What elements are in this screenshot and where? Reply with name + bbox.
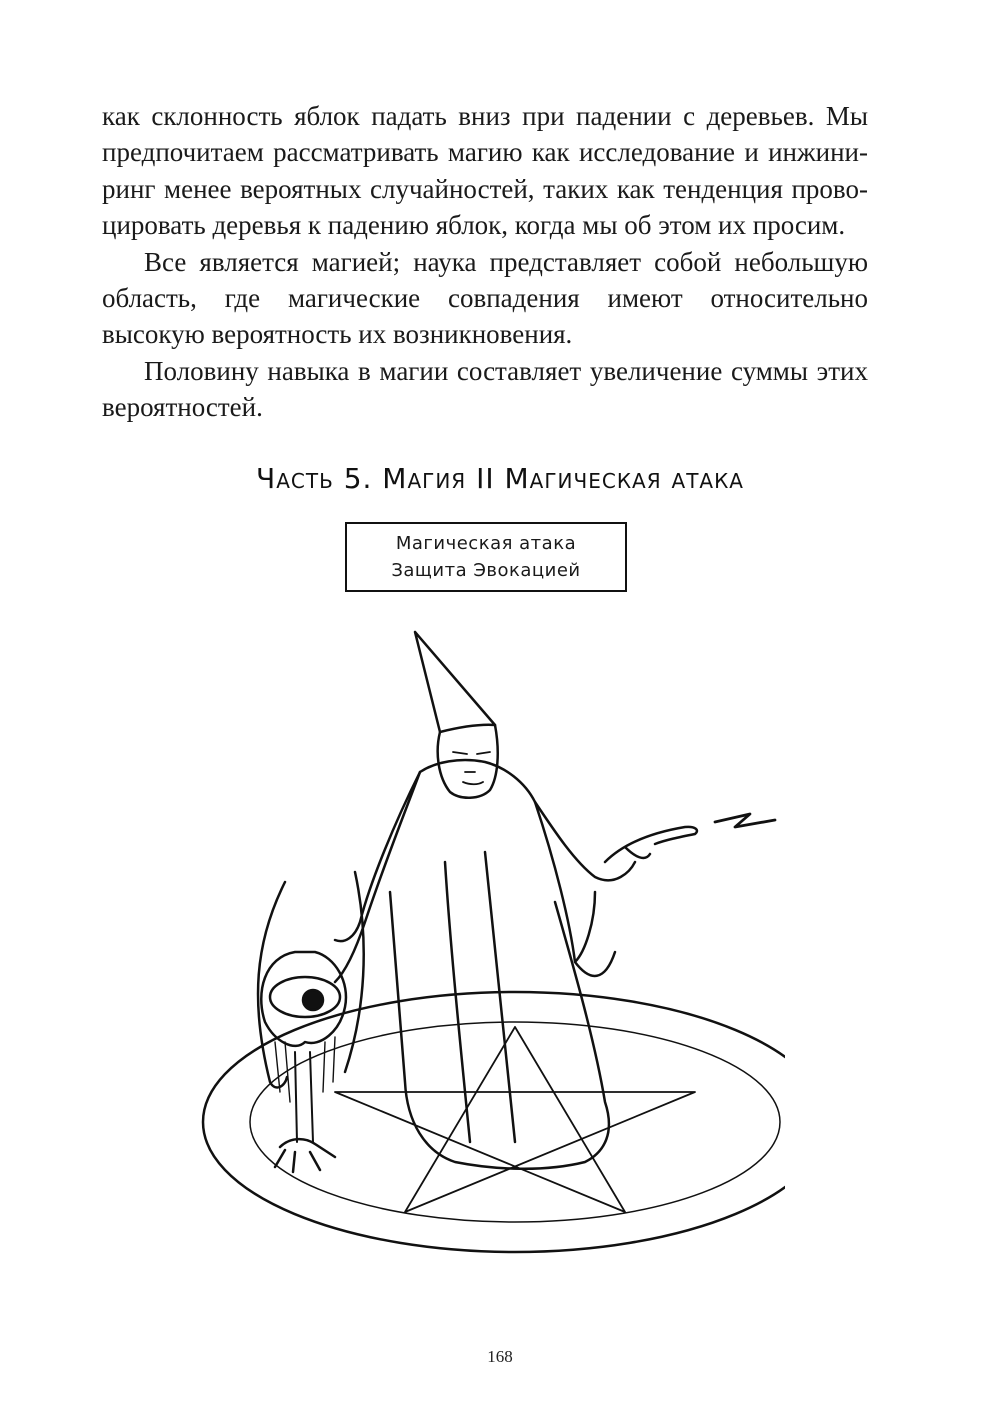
paragraph-2: Все является магией; наука представляет собой небольшую область, где магические совпадения имеют относительно высокую вероятность их возникновения. — [102, 246, 868, 350]
magic-circle — [203, 992, 785, 1252]
body-text — [102, 98, 868, 426]
creature-pupil — [303, 990, 323, 1010]
wizard-pointing-hand — [605, 827, 697, 862]
wizard-face — [453, 752, 490, 784]
wizard-left-arm — [335, 772, 420, 941]
caption-line-1: Магическая атака — [395, 533, 577, 554]
paragraph-3: Половину навыка в магии составляет увеличение суммы этих вероятностей. — [102, 355, 868, 423]
section-heading: Часть 5. Магия II Магическая атака — [256, 462, 744, 495]
lightning-bolt-icon — [715, 814, 775, 827]
creature-claws — [275, 1139, 335, 1172]
wizard-illustration — [195, 622, 785, 1262]
page-number: 168 — [487, 1347, 513, 1366]
illustration-caption-box — [345, 522, 627, 592]
wizard-hat — [415, 632, 495, 732]
creature-wing-right — [345, 872, 364, 1072]
magic-circle-inner — [250, 1022, 780, 1222]
wizard-pointing-sleeve — [535, 802, 615, 976]
wizard-robe — [335, 760, 635, 1169]
creature-hatching — [275, 1037, 335, 1102]
paragraph-1: как склонность яблок падать вниз при падении с деревьев. Мы предпочитаем рассматривать магию как исследование и инжиниринг менее вероятных случайностей, таких как тенденция провоцировать деревья к падению яблок, когда мы об этом их просим. — [102, 101, 868, 241]
pentagram-lines — [335, 1027, 695, 1212]
caption-line-2: Защита Эвокацией — [391, 560, 581, 581]
